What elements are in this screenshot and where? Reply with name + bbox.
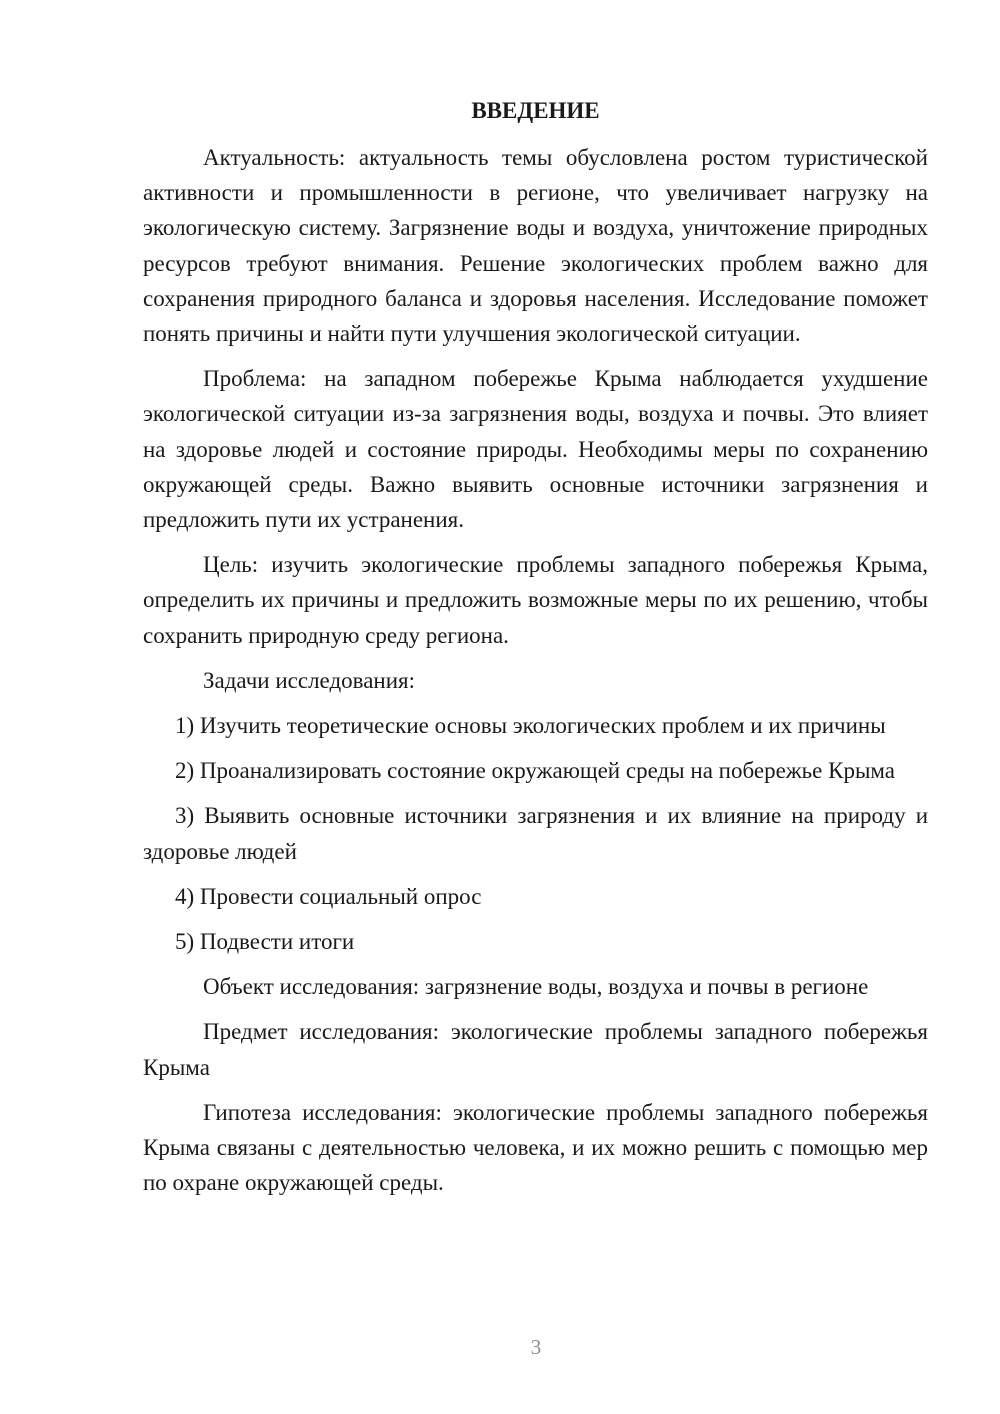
list-item: 5) Подвести итоги bbox=[175, 929, 355, 955]
tasks-heading: Задачи исследования: bbox=[203, 667, 416, 693]
relevance-paragraph: Актуальность: актуальность темы обусловлена ростом туристической активности и промышленности в регионе, что увеличивает нагрузку на экологическую систему. Загрязнение воды и воздуха, уничтожение природных ресурсов требуют внимания. Решение экологических проблем важно для сохранения природного баланса и здоровья населения. Исследование поможет понять причины и найти пути улучшения экологической ситуации. bbox=[143, 145, 928, 347]
list-item: 2) Проанализировать состояние окружающей среды на побережье Крыма bbox=[175, 758, 896, 784]
page-number: 3 bbox=[530, 1335, 542, 1359]
problem-paragraph: Проблема: на западном побережье Крыма наблюдается ухудшение экологической ситуации из-за загрязнения воды, воздуха и почвы. Это влияет на здоровье людей и состояние природы. Необходимы меры по сохранению окружающей среды. Важно выявить основные источники загрязнения и предложить пути их устранения. bbox=[143, 366, 928, 533]
document-page bbox=[143, 96, 928, 1210]
subject-paragraph: Предмет исследования: экологические проблемы западного побережья Крыма bbox=[143, 1019, 928, 1080]
list-item: 3) Выявить основные источники загрязнения и их влияние на природу и здоровье людей bbox=[143, 803, 928, 864]
section-title: ВВЕДЕНИЕ bbox=[471, 98, 600, 123]
object-paragraph: Объект исследования: загрязнение воды, воздуха и почвы в регионе bbox=[203, 974, 869, 1000]
goal-paragraph: Цель: изучить экологические проблемы западного побережья Крыма, определить их причины и предложить возможные меры по их решению, чтобы сохранить природную среду региона. bbox=[143, 552, 928, 648]
list-item: 4) Провести социальный опрос bbox=[175, 883, 482, 909]
hypothesis-paragraph: Гипотеза исследования: экологические проблемы западного побережья Крыма связаны с деятельностью человека, и их можно решить с помощью мер по охране окружающей среды. bbox=[143, 1099, 928, 1196]
list-item: 1) Изучить теоретические основы экологических проблем и их причины bbox=[175, 713, 886, 739]
tasks-list bbox=[143, 708, 928, 959]
